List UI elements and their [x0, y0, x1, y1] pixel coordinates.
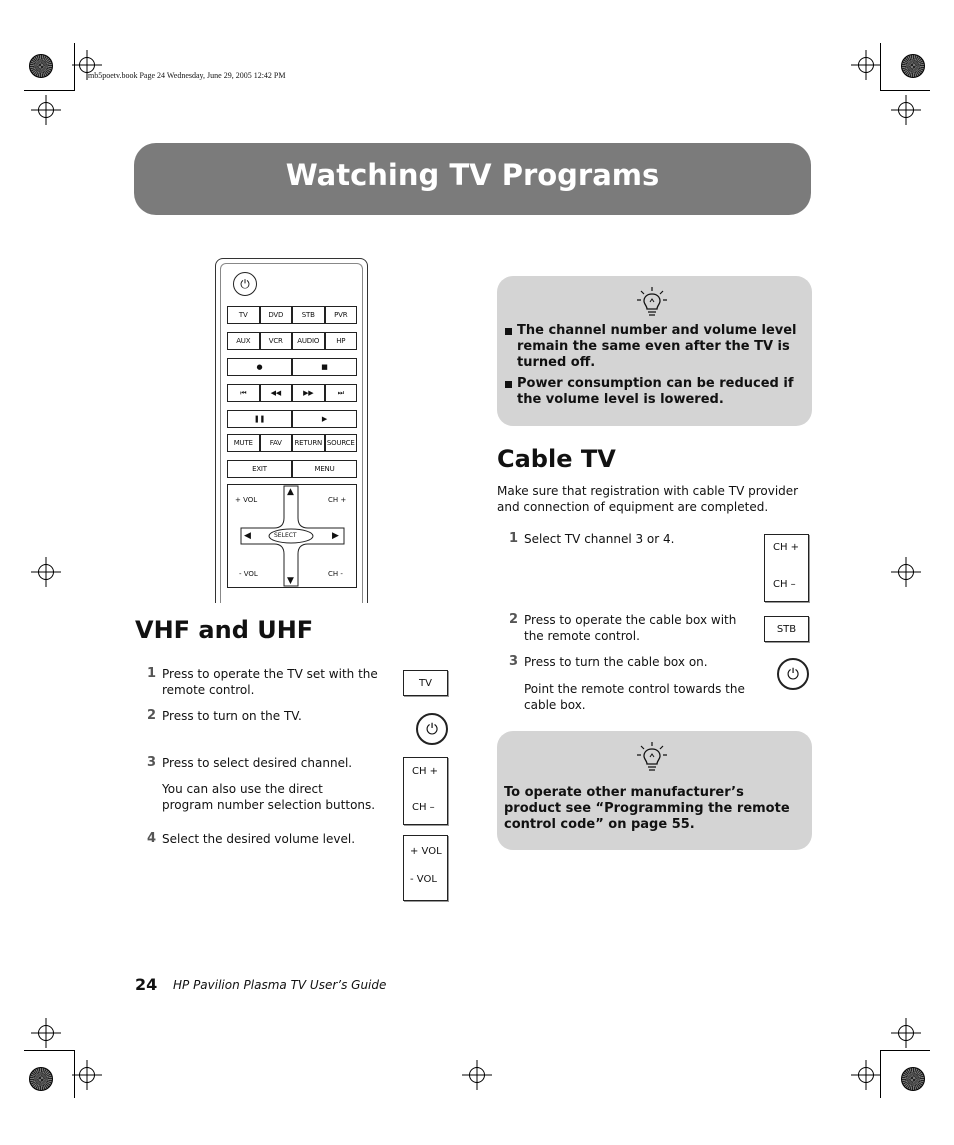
remote-row-menu [227, 460, 357, 480]
remote-vcr-button: VCR [260, 332, 293, 350]
note-1-item-1: The channel number and volume level remain the same even after the TV is turned off. [517, 323, 797, 370]
step-number: 3 [509, 654, 519, 669]
step-number: 4 [147, 831, 157, 846]
vhf-tv-button-image: TV [403, 670, 448, 696]
note-2-text: To operate other manufacturer’s product see “Programming the remote control code” on page 55. [504, 785, 790, 832]
rewind-icon: ◀◀ [260, 384, 293, 402]
note-1-item-2: Power consumption can be reduced if the volume level is lowered. [517, 376, 794, 407]
lightbulb-icon [635, 286, 669, 318]
page-title: Watching TV Programs [285, 158, 660, 192]
pause-icon: ❚❚ [227, 410, 292, 428]
vhf-step-4 [147, 831, 382, 847]
lightbulb-icon [635, 741, 669, 773]
down-arrow-icon: ▼ [287, 576, 294, 586]
remote-vol-plus-label: + VOL [235, 496, 258, 504]
fast-forward-icon: ▶▶ [292, 384, 325, 402]
step-text: Press to turn the cable box on. [524, 655, 708, 669]
step-text: Select the desired volume level. [162, 832, 356, 846]
left-arrow-icon: ◀ [244, 531, 251, 541]
remote-return-button: RETURN [292, 434, 325, 452]
cable-stb-button-image: STB [764, 616, 809, 642]
step-number: 1 [147, 666, 157, 681]
page-number: 24 [135, 975, 158, 994]
remote-pvr-button: PVR [325, 306, 358, 324]
cable-step-1 [509, 531, 754, 547]
step-number: 2 [147, 708, 157, 723]
ch-plus-label: CH + [773, 542, 800, 553]
remote-vol-minus-label: - VOL [239, 570, 258, 578]
cable-step-3 [509, 654, 754, 670]
remote-aux-button: AUX [227, 332, 260, 350]
title-banner [134, 143, 811, 215]
vhf-step-1 [147, 666, 382, 698]
cable-step-3-extra: Point the remote control towards the cable box. [524, 682, 745, 712]
step-number: 1 [509, 531, 519, 546]
skip-forward-icon: ⏭ [325, 384, 358, 402]
ch-plus-label: CH + [412, 766, 439, 777]
remote-select-label: SELECT [274, 532, 297, 539]
cable-heading: Cable TV [497, 445, 616, 473]
stop-icon: ■ [292, 358, 357, 376]
skip-back-icon: ⏮ [227, 384, 260, 402]
file-header-line: mb5poetv.book Page 24 Wednesday, June 29, 2005 12:42 PM [88, 71, 286, 80]
step-text: Press to select desired channel. [162, 756, 353, 770]
vol-plus-label: + VOL [410, 846, 442, 857]
step-text: Press to operate the TV set with the remote control. [162, 667, 378, 697]
remote-fav-button: FAV [260, 434, 293, 452]
remote-stb-button: STB [292, 306, 325, 324]
vhf-step-3 [147, 755, 382, 771]
vhf-channel-button-image [403, 757, 448, 825]
right-arrow-icon: ▶ [332, 531, 339, 541]
step-text: Press to operate the cable box with the remote control. [524, 613, 737, 643]
remote-row-sources-2 [227, 332, 357, 352]
vhf-volume-button-image [403, 835, 448, 901]
cable-intro: Make sure that registration with cable TV provider and connection of equipment are completed. [497, 484, 799, 514]
remote-row-functions [227, 434, 357, 454]
step-number: 2 [509, 612, 519, 627]
step-text: Press to turn on the TV. [162, 709, 302, 723]
ch-minus-label: CH – [412, 802, 435, 813]
vhf-heading: VHF and UHF [135, 616, 314, 644]
remote-audio-button: AUDIO [292, 332, 325, 350]
bullet [505, 328, 512, 335]
record-icon: ● [227, 358, 292, 376]
note-box-2 [497, 731, 812, 850]
remote-exit-button: EXIT [227, 460, 292, 478]
remote-ch-plus-label: CH + [328, 496, 347, 504]
remote-power-icon: ⏻ [233, 272, 257, 296]
remote-source-button: SOURCE [325, 434, 358, 452]
remote-row-record [227, 358, 357, 378]
play-icon: ▶ [292, 410, 357, 428]
remote-mute-button: MUTE [227, 434, 260, 452]
remote-tv-button: TV [227, 306, 260, 324]
vhf-step-2 [147, 708, 382, 724]
remote-row-play [227, 410, 357, 430]
cable-channel-button-image [764, 534, 809, 602]
remote-ch-minus-label: CH - [328, 570, 343, 578]
remote-row-sources [227, 306, 357, 326]
footer-guide-title: HP Pavilion Plasma TV User’s Guide [173, 978, 387, 992]
vol-minus-label: - VOL [410, 874, 437, 885]
step-number: 3 [147, 755, 157, 770]
cable-step-2 [509, 612, 754, 644]
up-arrow-icon: ▲ [287, 487, 294, 497]
remote-dvd-button: DVD [260, 306, 293, 324]
note-box-1 [497, 276, 812, 426]
cable-power-icon: ⏻ [777, 658, 809, 690]
bullet [505, 381, 512, 388]
vhf-power-icon: ⏻ [416, 713, 448, 745]
remote-menu-button: MENU [292, 460, 357, 478]
vhf-step-3-extra: You can also use the direct program number selection buttons. [162, 782, 376, 812]
step-text: Select TV channel 3 or 4. [524, 532, 675, 546]
remote-row-transport [227, 384, 357, 404]
ch-minus-label: CH – [773, 579, 796, 590]
remote-hp-button: HP [325, 332, 358, 350]
